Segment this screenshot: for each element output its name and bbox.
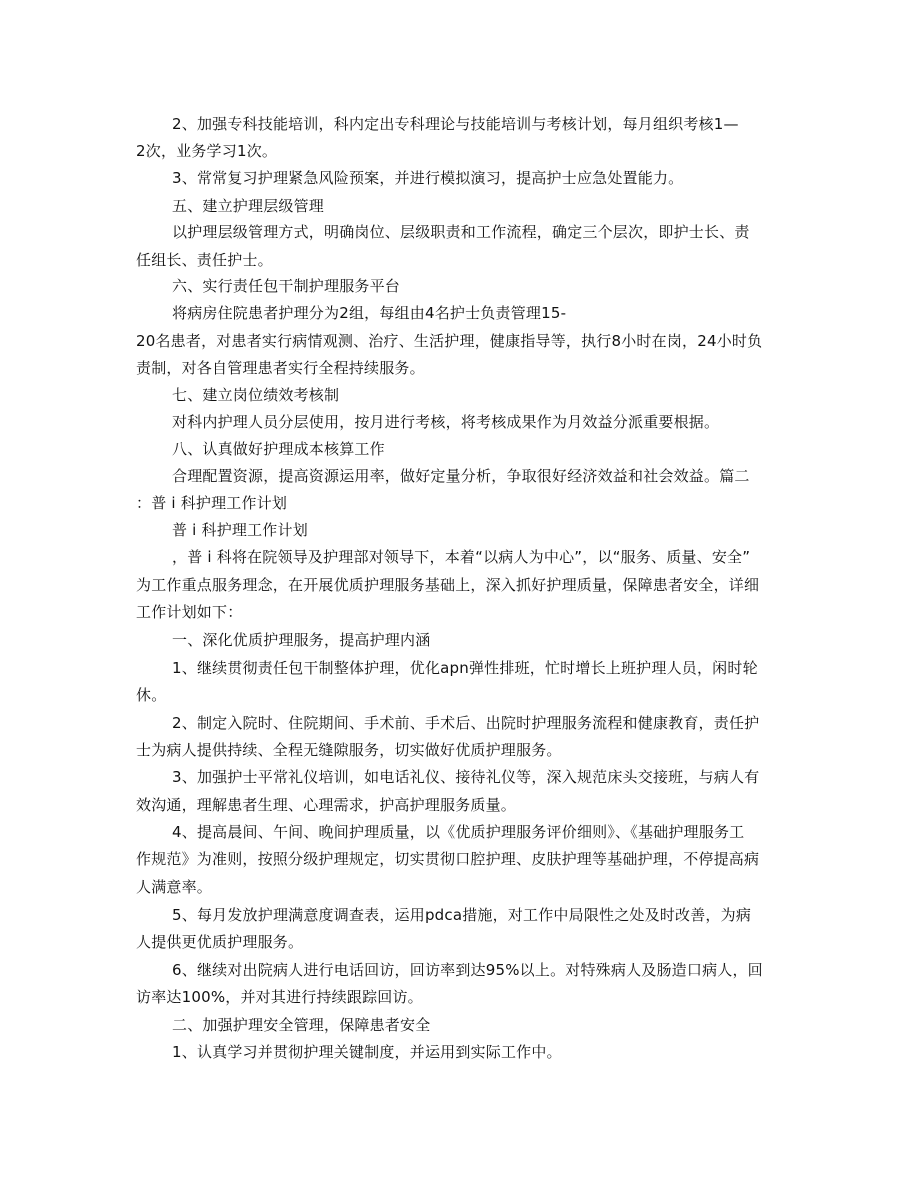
- section-heading: 六、实行责任包干制护理服务平台: [172, 277, 401, 295]
- paragraph-line: 人满意率。: [136, 878, 213, 896]
- paragraph-line: 工作计划如下：: [136, 603, 243, 621]
- document-subtitle: 普 i 科护理工作计划: [172, 521, 308, 539]
- paragraph-line: 任组长、责任护士。: [136, 251, 273, 269]
- paragraph-line: 3、加强护士平常礼仪培训，如电话礼仪、接待礼仪等，深入规范床头交接班，与病人有: [172, 768, 760, 786]
- paragraph-line: 3、常常复习护理紧急风险预案，并进行模拟演习，提高护士应急处置能力。: [172, 169, 684, 187]
- section-heading: 八、认真做好护理成本核算工作: [172, 440, 385, 458]
- paragraph-line: ，普 i 科将在院领导及护理部对领导下，本着“以病人为中心”，以“服务、质量、安全”: [172, 548, 751, 566]
- section-heading: 五、建立护理层级管理: [172, 197, 325, 215]
- paragraph-line: 20名患者，对患者实行病情观测、治疗、生活护理，健康指导等，执行8小时在岗，24小时负: [136, 332, 763, 350]
- paragraph-line: ：普 i 科护理工作计划: [136, 494, 288, 512]
- section-heading: 二、加强护理安全管理，保障患者安全: [172, 1016, 431, 1034]
- paragraph-line: 2次，业务学习1次。: [136, 142, 278, 160]
- section-heading: 七、建立岗位绩效考核制: [172, 386, 340, 404]
- paragraph-line: 1、认真学习并贯彻护理关键制度，并运用到实际工作中。: [172, 1043, 562, 1061]
- paragraph-line: 合理配置资源，提高资源运用率，做好定量分析，争取很好经济效益和社会效益。篇二: [172, 467, 750, 485]
- paragraph-line: 1、继续贯彻责任包干制整体护理，优化apn弹性排班，忙时增长上班护理人员，闲时轮: [172, 659, 758, 677]
- paragraph-line: 2、加强专科技能培训，科内定出专科理论与技能培训与考核计划，每月组织考核1—: [172, 115, 739, 133]
- paragraph-line: 作规范》为准则，按照分级护理规定，切实贯彻口腔护理、皮肤护理等基础护理，不停提高病: [136, 850, 760, 868]
- paragraph-line: 休。: [136, 686, 167, 704]
- paragraph-line: 5、每月发放护理满意度调查表，运用pdca措施，对工作中局限性之处及时改善，为病: [172, 906, 752, 924]
- paragraph-line: 效沟通，理解患者生理、心理需求，护高护理服务质量。: [136, 796, 517, 814]
- paragraph-line: 访率达100%，并对其进行持续跟踪回访。: [136, 988, 423, 1006]
- paragraph-line: 2、制定入院时、住院期间、手术前、手术后、出院时护理服务流程和健康教育，责任护: [172, 714, 760, 732]
- paragraph-line: 6、继续对出院病人进行电话回访，回访率到达95%以上。对特殊病人及肠造口病人，回: [172, 961, 763, 979]
- paragraph-line: 士为病人提供持续、全程无缝隙服务，切实做好优质护理服务。: [136, 741, 562, 759]
- section-heading: 一、深化优质护理服务，提高护理内涵: [172, 631, 431, 649]
- paragraph-line: 对科内护理人员分层使用，按月进行考核，将考核成果作为月效益分派重要根据。: [172, 413, 720, 431]
- paragraph-line: 人提供更优质护理服务。: [136, 933, 304, 951]
- paragraph-line: 以护理层级管理方式，明确岗位、层级职责和工作流程，确定三个层次，即护士长、责: [172, 223, 750, 241]
- paragraph-line: 为工作重点服务理念，在开展优质护理服务基础上，深入抓好护理质量，保障患者安全，详细: [136, 576, 760, 594]
- paragraph-line: 责制，对各自管理患者实行全程持续服务。: [136, 359, 425, 377]
- paragraph-line: 将病房住院患者护理分为2组，每组由4名护士负责管理15-: [172, 304, 567, 322]
- paragraph-line: 4、提高晨间、午间、晚间护理质量，以《优质护理服务评价细则》、《基础护理服务工: [172, 823, 745, 841]
